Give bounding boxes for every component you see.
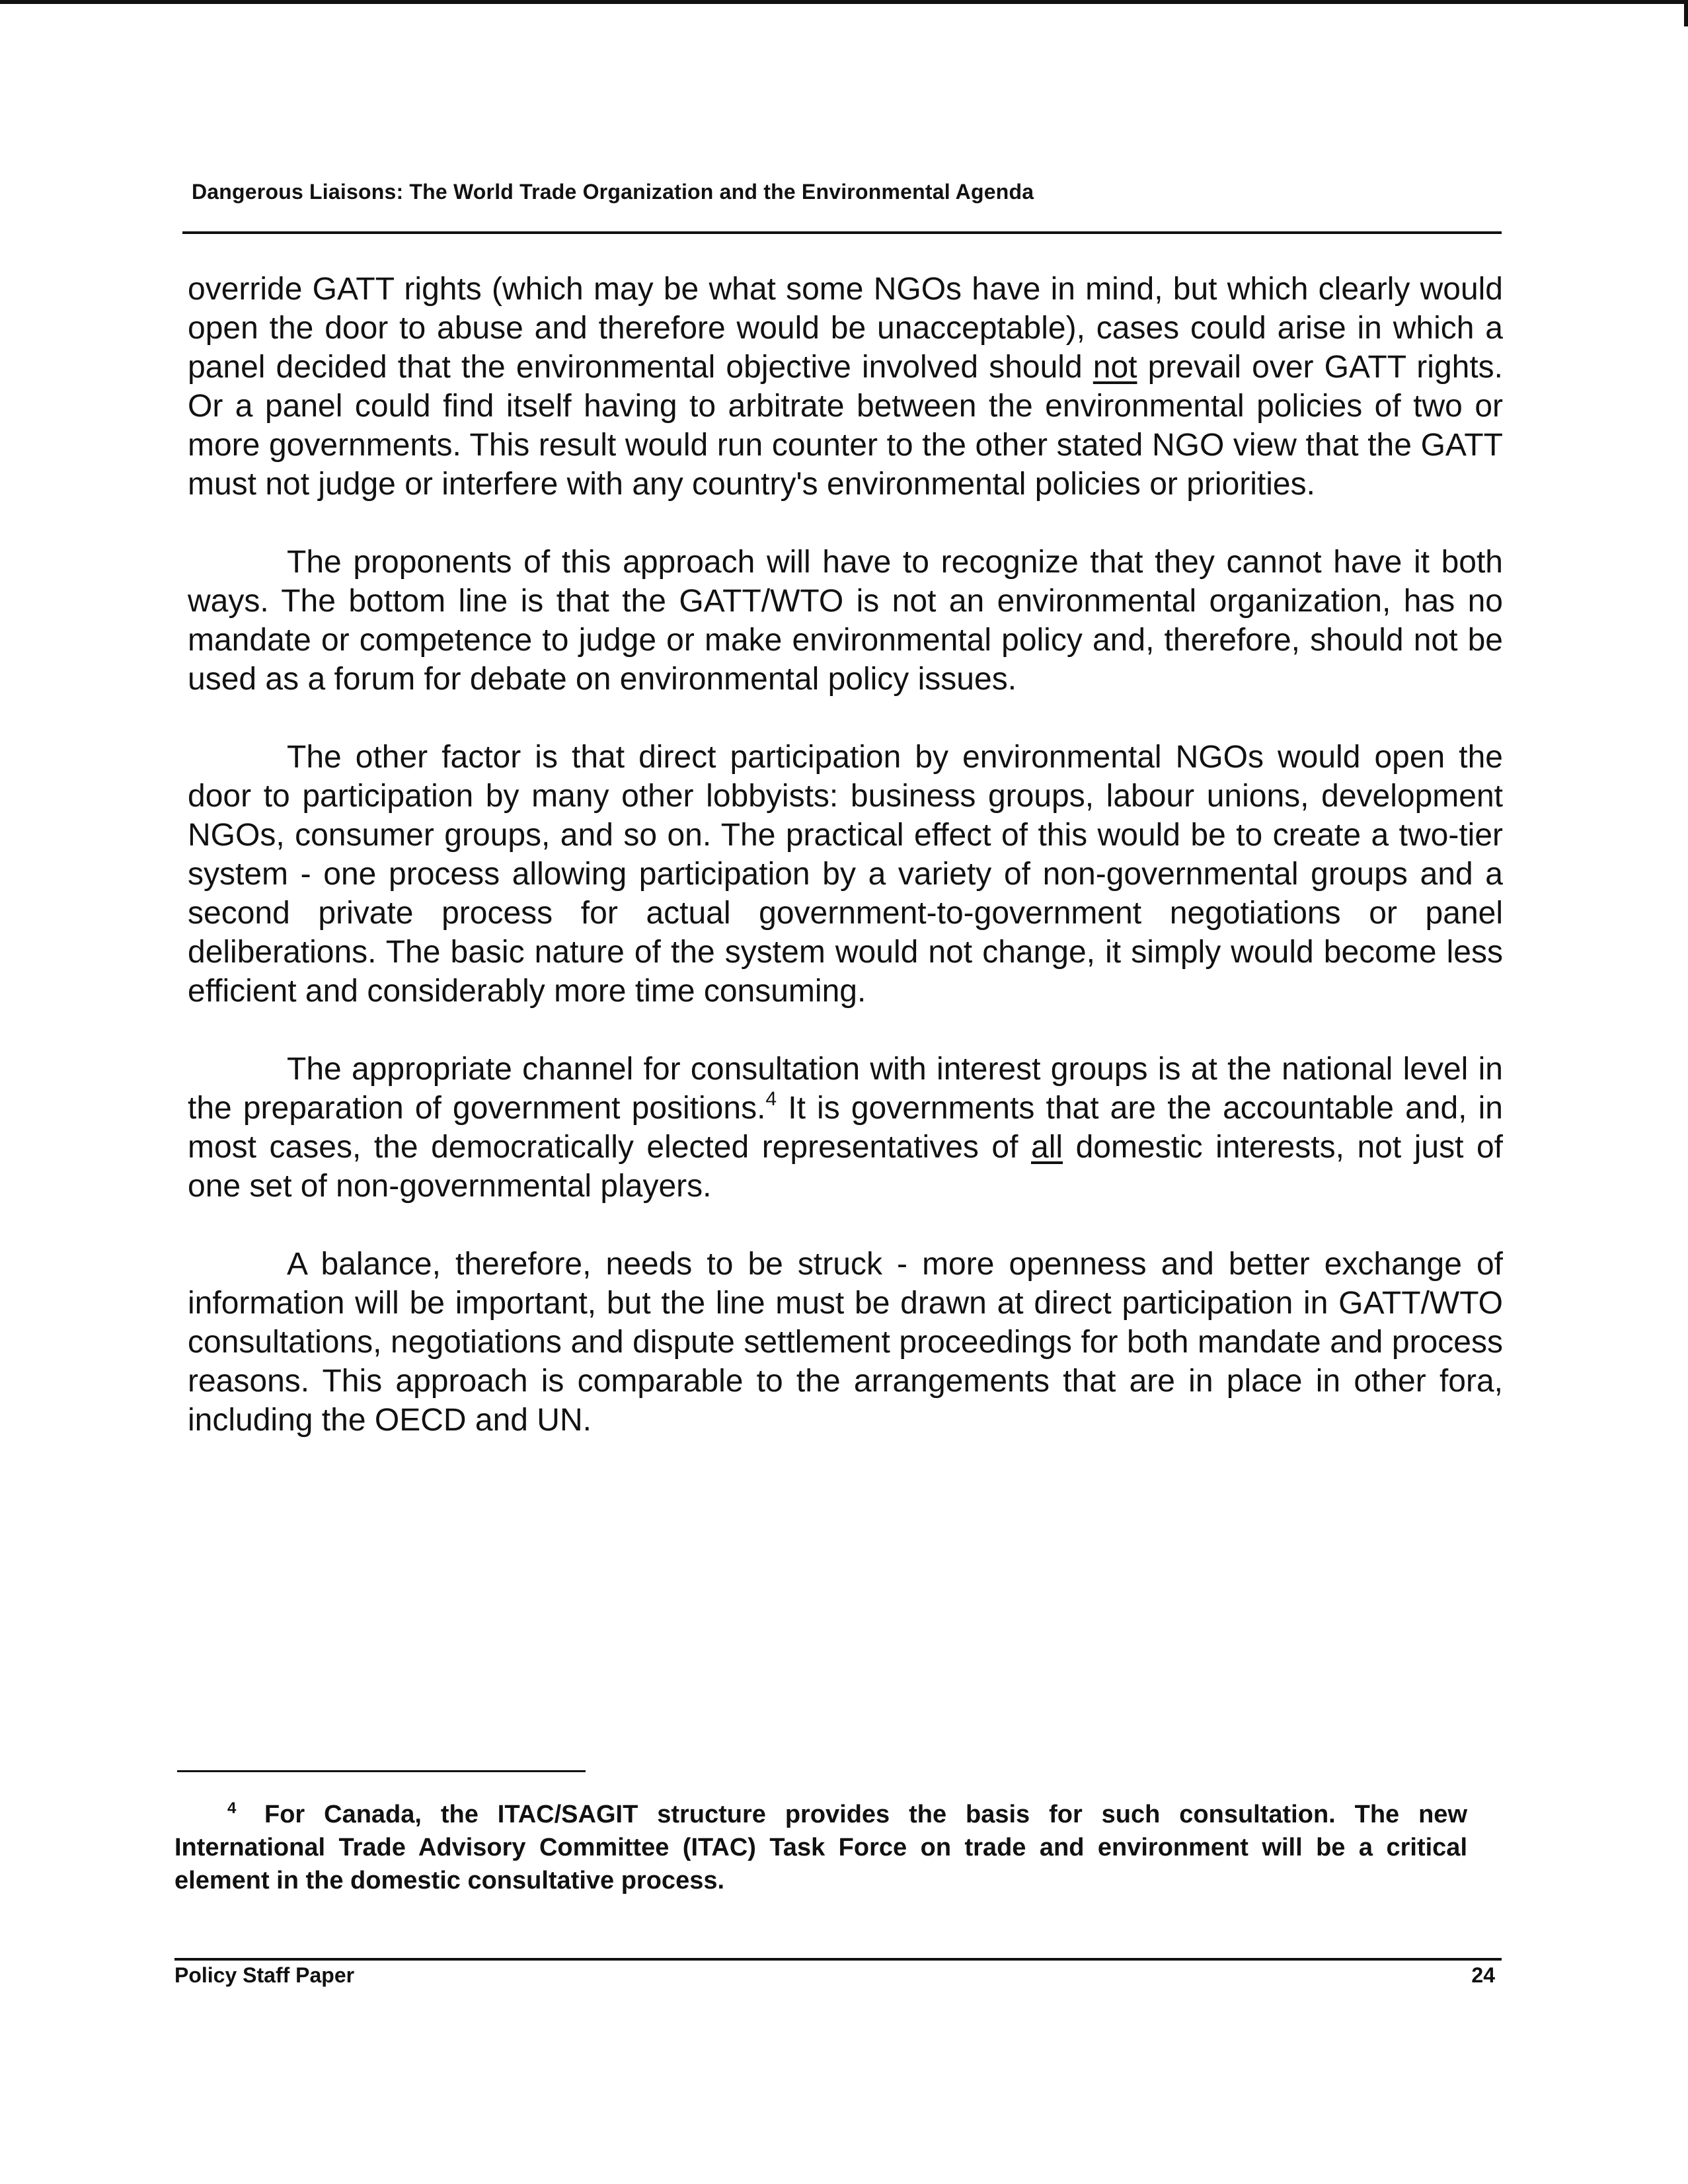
footer-rule [174, 1958, 1502, 1961]
running-header: Dangerous Liaisons: The World Trade Organization and the Environmental Agenda [192, 180, 1034, 204]
paragraph-1 [188, 270, 1503, 504]
paragraph-4-text-a: The appropriate channel for consultation with interest groups is at the national level in the preparation of government positions. [188, 1052, 1503, 1126]
footnote-text: For Canada, the ITAC/SAGIT structure provides the basis for such consultation. The new International Trade Advisory Committee (ITAC) Task Force on trade and environment will be a critical element in the domestic consultative process. [174, 1801, 1467, 1894]
paragraph-3: The other factor is that direct participation by environmental NGOs would open the door to participation by many other lobbyists: business groups, labour unions, development NGOs, consumer groups, and so on. The practical effect of this would be to create a two-tier system - one process allowing participation by a variety of non-governmental groups and a second private process for actual government-to-government negotiations or panel deliberations. The basic nature of the system would not change, it simply would become less efficient and considerably more time consuming. [188, 740, 1503, 1009]
underlined-all: all [1031, 1130, 1063, 1165]
paragraph-2: The proponents of this approach will have to recognize that they cannot have it both ways. The bottom line is that the GATT/WTO is not an environmental organization, has no mandate or competence to judge or make environmental policy and, therefore, should not be used as a forum for debate on environmental policy issues. [188, 545, 1503, 697]
footnote-reference[interactable]: 4 [765, 1088, 777, 1110]
paragraph-1-text-a: override GATT rights (which may be what some NGOs have in mind, but which clearly would open the door to abuse and therefore would be unacceptable), cases could arise in which a panel decided that the environmental objective involved should [188, 272, 1503, 385]
scan-edge-right [1684, 0, 1688, 26]
paragraph-1-text-b: prevail over GATT rights. Or a panel could find itself having to arbitrate between the environmental policies of two or more governments. This result would run counter to the other stated NGO view that the GATT must not judge or interfere with any country's environmental policies or priorities. [188, 350, 1504, 502]
paragraph-4-text-b: It is governments that are the accountable and, in most cases, the democratically elected representatives of [188, 1091, 1503, 1165]
header-rule [182, 231, 1502, 234]
footer-publication: Policy Staff Paper [174, 1963, 355, 1987]
page-number: 24 [1471, 1963, 1495, 1987]
paragraph-4-text-c: domestic interests, not just of one set of non-governmental players. [188, 1130, 1503, 1204]
footnote-rule [177, 1770, 586, 1772]
body-text [188, 270, 1503, 1479]
paragraph-4 [188, 1050, 1503, 1206]
paragraph-5: A balance, therefore, needs to be struck - more openness and better exchange of information will be important, but the line must be drawn at direct participation in GATT/WTO consultations, negotiations and dispute settlement proceedings for both mandate and process reasons. This approach is comparable to the arrangements that are in place in other fora, including the OECD and UN. [188, 1247, 1503, 1438]
footnote: 4 For Canada, the ITAC/SAGIT structure provides the basis for such consultation. The new International Trade Advisory Committee (ITAC) Task Force on trade and environment will be a critical element in the domestic consultative process. [174, 1799, 1467, 1894]
scan-edge-top [0, 0, 1688, 4]
underlined-not: not [1093, 350, 1137, 385]
